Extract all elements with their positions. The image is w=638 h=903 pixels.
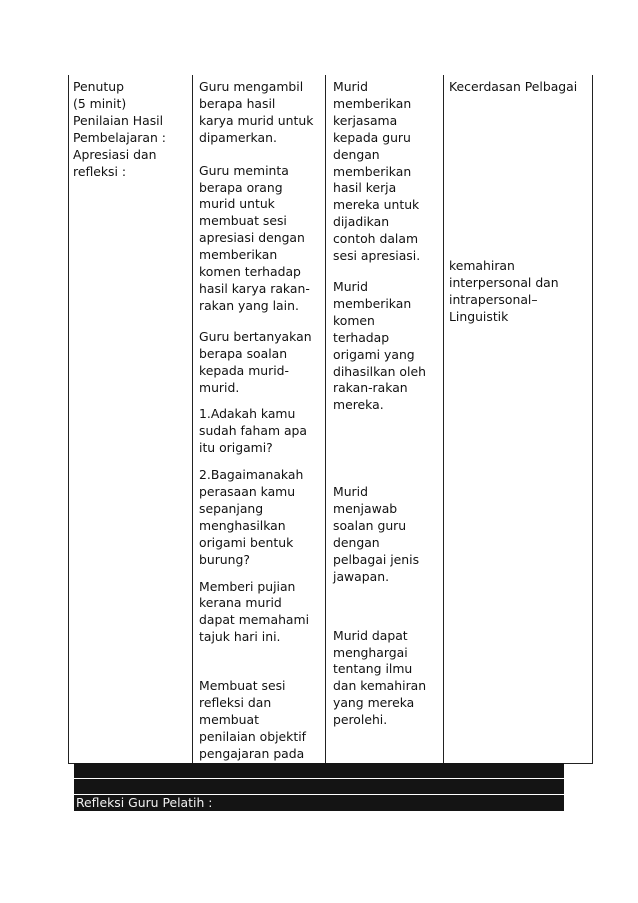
teacher-activity-cell	[199, 79, 323, 780]
column-divider-3	[443, 75, 444, 764]
teacher-activity-3: Guru bertanyakan berapa soalan kepada murid- murid.	[199, 328, 312, 395]
notes-heading: Kecerdasan Pelbagai	[449, 79, 578, 94]
column-divider-1	[192, 75, 193, 764]
stage-text: Penutup (5 minit) Penilaian Hasil Pembelajaran : Apresiasi dan refleksi :	[73, 79, 166, 179]
lesson-plan-table	[68, 75, 593, 764]
teacher-activity-4: Memberi pujian kerana murid dapat memahami tajuk hari ini.	[199, 578, 310, 645]
teacher-activity-1: Guru mengambil berapa hasil karya murid untuk dipamerkan.	[199, 79, 314, 145]
table-border-right	[592, 75, 593, 764]
teacher-question-1: 1.Adakah kamu sudah faham apa itu origami?	[199, 406, 308, 456]
notes-cell	[449, 79, 589, 326]
student-activity-2: Murid memberikan komen terhadap origami yang dihasilkan oleh rakan-rakan mereka.	[333, 278, 426, 413]
table-border-left	[68, 75, 69, 764]
student-activity-4: Murid dapat menghargai tentang ilmu dan kemahiran yang mereka perolehi.	[333, 627, 427, 728]
stage-cell	[73, 79, 185, 190]
notes-skills: kemahiran interpersonal dan intrapersonal– Linguistik	[449, 257, 559, 324]
teacher-question-2: 2.Bagaimanakah perasaan kamu sepanjang menghasilkan origami bentuk burung?	[199, 467, 304, 567]
student-activity-3: Murid menjawab soalan guru dengan pelbagai jenis jawapan.	[333, 484, 420, 584]
reflection-band-label	[74, 795, 564, 811]
student-activity-1: Murid memberikan kerjasama kepada guru dengan memberikan hasil kerja mereka untuk dijadikan contoh dalam sesi apresiasi.	[333, 79, 421, 264]
reflection-band-middle	[74, 779, 564, 794]
column-divider-2	[325, 75, 326, 764]
teacher-activity-5: Membuat sesi refleksi dan membuat penilaian objektif pengajaran pada	[199, 678, 306, 761]
teacher-activity-2: Guru meminta berapa orang murid untuk membuat sesi apresiasi dengan memberikan komen terhadap hasil karya rakan- rakan yang lain.	[199, 162, 310, 313]
reflection-label: Refleksi Guru Pelatih :	[76, 795, 213, 810]
reflection-band-top	[74, 763, 564, 778]
student-activity-cell	[333, 79, 443, 729]
